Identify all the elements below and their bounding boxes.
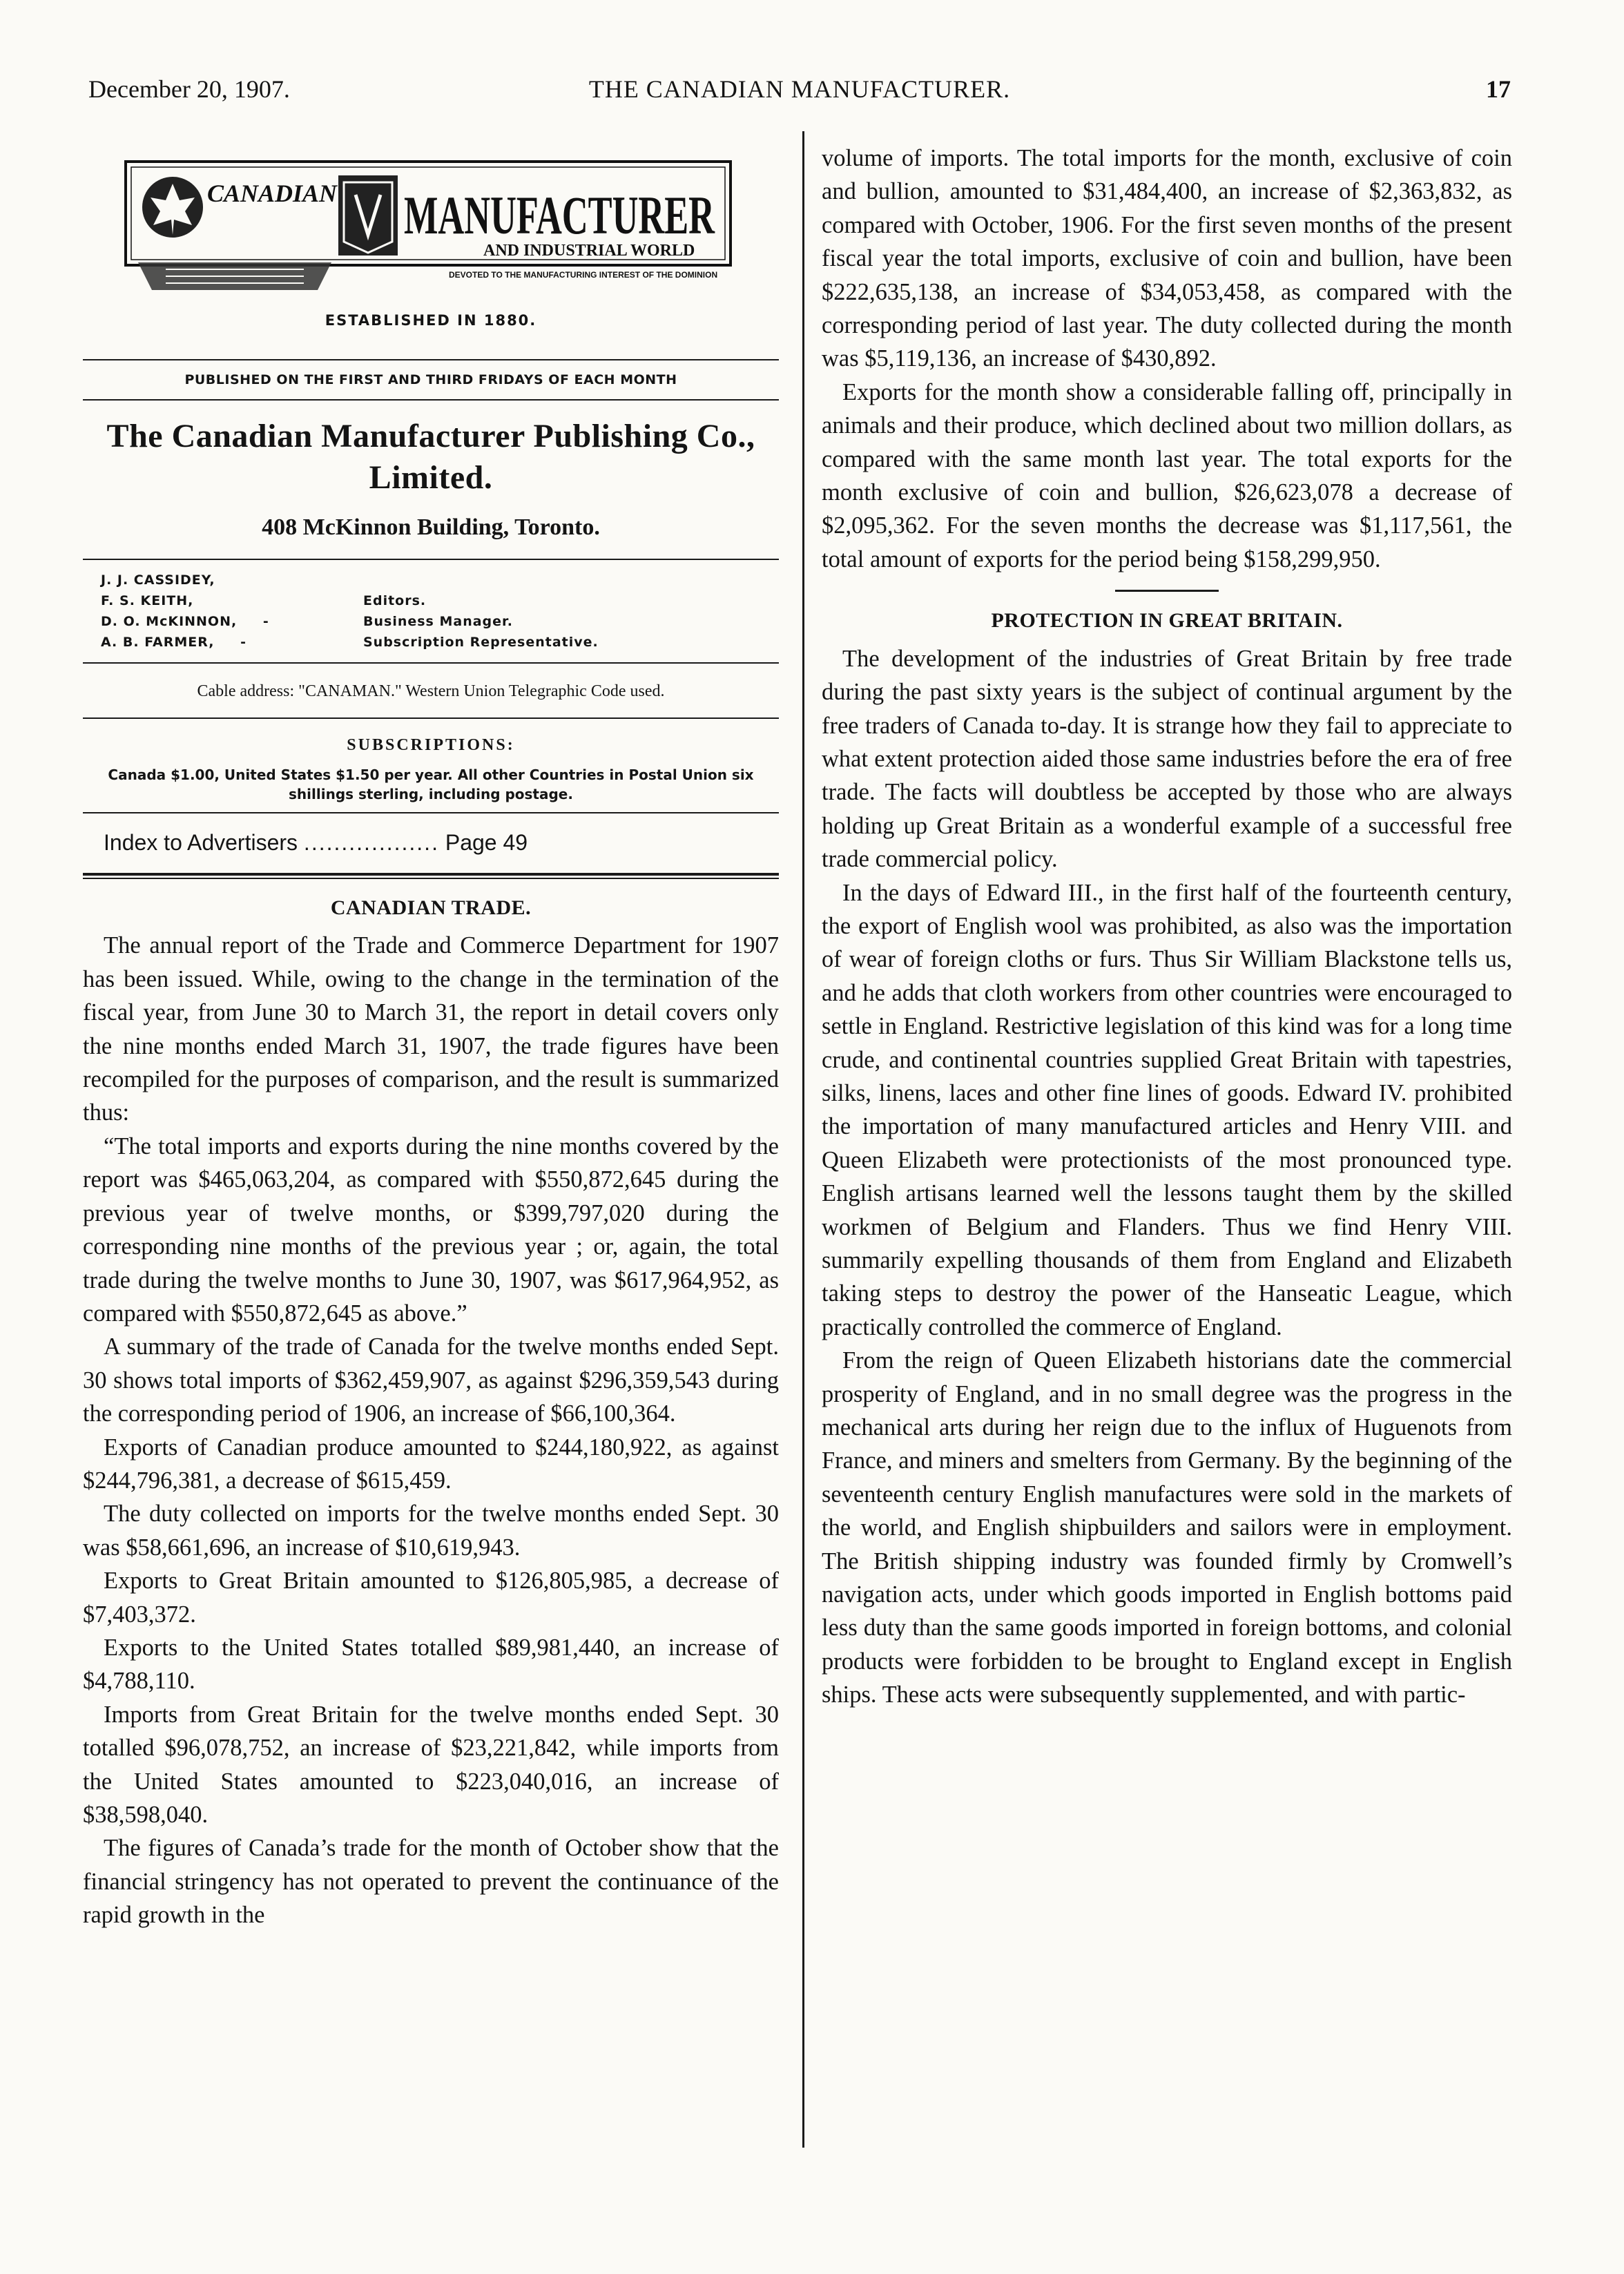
staff-row [83, 611, 779, 632]
article-title-protection: PROTECTION IN GREAT BRITAIN. [991, 609, 1343, 633]
article-paragraph: The development of the industries of Great Britain by free trade during the past sixty years is the subject of continual argument by the free traders of Canada to-day. It is strange how they fail to appreciate to what extent protection aided those same industries before the era of free trade. The facts will doubtless be accepted by those who are always holding up Great Britain as a wonderful example of a successful free trade commercial policy. [822, 645, 1512, 873]
article-paragraph: Imports from Great Britain for the twelve months ended Sept. 30 totalled $96,078,752, an increase of $23,221,842, while imports from the United States amounted to $223,040,016, an increase of $38,598,040. [83, 1701, 779, 1828]
column-divider [802, 131, 804, 2148]
article-paragraph: The annual report of the Trade and Commerce Department for 1907 has been issued. While, owing to the change in the termination of the fiscal year, from June 30 to March 31, the report in detail covers only the nine months ended March 31, 1907, the trade figures have been recompiled for the purposes of comparison, and the result is summarized thus: [83, 932, 779, 1126]
article-paragraph: Exports for the month show a considerable falling off, principally in animals and their produce, which declined about two million dollars, as compared with the same month last year. The total exports for the month exclusive of coin and bullion, $26,623,078 a decrease of $2,095,362. For the seven months the decrease was $1,117,561, the total amount of exports for the period being $158,299,950. [822, 378, 1512, 572]
article-paragraph: Exports to Great Britain amounted to $126,805,985, a decrease of $7,403,372. [83, 1568, 779, 1628]
page-number: 17 [1486, 75, 1511, 103]
staff-role: Editors. [363, 592, 427, 608]
cable-address: Cable address: "CANAMAN." Western Union Telegraphic Code used. [197, 682, 665, 700]
established-line: ESTABLISHED IN 1880. [325, 312, 537, 329]
svg-text:DEVOTED TO THE MANUFACTURING I: DEVOTED TO THE MANUFACTURING INTEREST OF THE DOMINION [449, 270, 718, 280]
rule [83, 399, 779, 401]
article-title-canadian-trade: CANADIAN TRADE. [330, 896, 532, 920]
staff-name: A. B. FARMER, - [101, 634, 246, 650]
index-page: Page 49 [445, 829, 528, 855]
running-head [88, 75, 1511, 109]
masthead-logo [124, 159, 732, 297]
issue-date: December 20, 1907. [88, 75, 290, 103]
rule [83, 717, 779, 719]
subscriptions-heading: SUBSCRIPTIONS: [347, 736, 515, 755]
article-paragraph: A summary of the trade of Canada for the twelve months ended Sept. 30 shows total imports of $362,459,907, as against $296,359,543 during the corresponding period of 1906, an increase of $66,100,364. [83, 1333, 779, 1427]
maple-leaf-ornament-icon [142, 177, 203, 238]
subscriptions-text: Canada $1.00, United States $1.50 per year. All other Countries in Postal Union six shillings sterling, including postage. [108, 766, 754, 802]
article-paragraph: volume of imports. The total imports for the month, exclusive of coin and bullion, amounted to $31,484,400, an increase of $2,363,832, as compared with October, 1906. For the first seven months of the present fiscal year the total imports, exclusive of coin and bullion, have been $222,635,138, an increase of $34,053,458, as compared with the corresponding period of last year. The duty collected during the month was $5,119,136, an increase of $430,892. [822, 145, 1512, 372]
publisher-address: 408 McKinnon Building, Toronto. [262, 514, 600, 541]
journal-title: THE CANADIAN MANUFACTURER. [588, 75, 1011, 103]
svg-text:MANUFACTURER: MANUFACTURER [404, 185, 716, 245]
right-column [822, 142, 1512, 1712]
masthead [83, 131, 779, 359]
publication-days: PUBLISHED ON THE FIRST AND THIRD FRIDAYS OF EACH MONTH [184, 372, 677, 387]
article-paragraph: The figures of Canada’s trade for the month of October show that the financial stringency has not operated to prevent the continuance of the rapid growth in the [83, 1835, 779, 1929]
staff-row [83, 570, 779, 590]
staff-row [83, 632, 779, 653]
left-column [83, 131, 779, 1932]
staff-name: F. S. KEITH, [101, 592, 194, 608]
index-label: Index to Advertisers [104, 829, 298, 855]
article-paragraph: The duty collected on imports for the twelve months ended Sept. 30 was $58,661,696, an increase of $10,619,943. [83, 1501, 779, 1561]
rule [83, 559, 779, 560]
article-paragraph: “The total imports and exports during the nine months covered by the report was $465,063,204, as compared with $550,872,645 during the previous year of twelve months, or $399,797,020 during the corresponding nine months of the previous year ; or, again, the total trade during the twelve months to June 30, 1907, was $617,964,952, as compared with $550,872,645 as above.” [83, 1133, 779, 1327]
section-rule [1115, 590, 1219, 592]
crest-ornament-icon [338, 175, 398, 256]
index-to-advertisers [83, 813, 779, 873]
article-paragraph: Exports of Canadian produce amounted to $244,180,922, as against $244,796,381, a decrease of $615,459. [83, 1434, 779, 1494]
staff-row [83, 590, 779, 611]
staff-list [83, 570, 779, 653]
article-paragraph: From the reign of Queen Elizabeth historians date the commercial prosperity of England, and in no small degree was the progress in the mechanical arts during her reign due to the influx of Huguenots from France, and miners and smelters from Germany. By the beginning of the seventeenth century English manufactures were sold in the markets of the world, and English shipbuilders and sailors were in employment. The British shipping industry was founded firmly by Cromwell’s navigation acts, under which goods imported in English bottoms paid less duty than the same goods imported in foreign bottoms, and colonial products were forbidden to be brought to England except in English ships. These acts were subsequently supplemented, and with partic- [822, 1347, 1512, 1708]
staff-name: D. O. McKINNON, - [101, 613, 269, 629]
article-paragraph: In the days of Edward III., in the first half of the fourteenth century, the export of English wool was prohibited, as also was the importation of wear of foreign cloths or furs. Thus Sir William Blackstone tells us, and he adds that cloth workers from other countries were encouraged to settle in England. Restrictive legislation of this kind was for a long time crude, and continental countries supplied Great Britain with tapestries, silks, linens, laces and other fine lines of goods. Edward IV. prohibited the importation of many manufactured articles and Henry VIII. and Queen Elizabeth were protectionists of the most pronounced type. English artisans learned well the lessons taught them by the skilled workmen of Belgium and Flanders. Thus we find Henry VIII. summarily expelling thousands of them from England and Elizabeth taking steps to destroy the power of the Hanseatic League, which practically controlled the commerce of England. [822, 879, 1512, 1340]
staff-name: J. J. CASSIDEY, [101, 572, 215, 588]
staff-role [363, 570, 779, 590]
index-leader: .................. [303, 829, 439, 855]
rule [83, 878, 779, 879]
publisher-name: The Canadian Manufacturer Publishing Co., Limited. [106, 418, 755, 497]
svg-text:AND INDUSTRIAL WORLD: AND INDUSTRIAL WORLD [483, 242, 695, 260]
article-paragraph: Exports to the United States totalled $89,981,440, an increase of $4,788,110. [83, 1634, 779, 1695]
svg-text:CANADIAN: CANADIAN [207, 180, 338, 207]
staff-role: Business Manager. [363, 613, 513, 629]
staff-role: Subscription Representative. [363, 634, 599, 650]
